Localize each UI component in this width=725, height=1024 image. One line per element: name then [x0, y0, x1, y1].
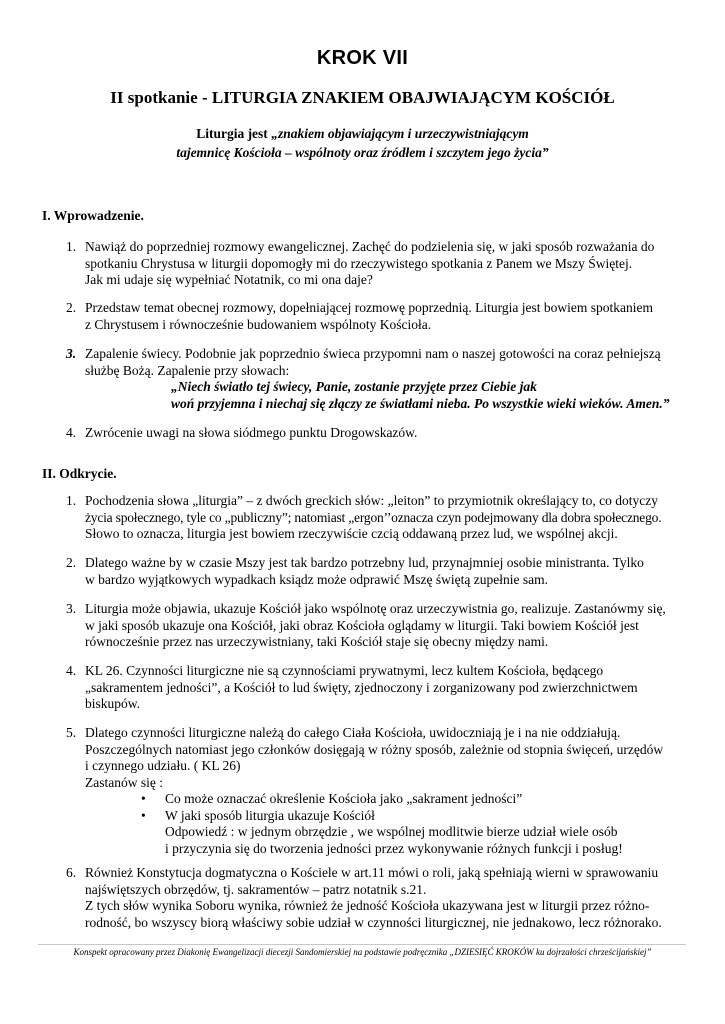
page-footer: Konspekt opracowany przez Diakonię Ewangelizacji diecezji Sandomierskiej na podstawie podręcznika „DZIESIĘĆ KROKÓW ku dojrzałości chrześcijańskiej”: [73, 947, 652, 957]
section-1-item-4: [66, 425, 686, 442]
item-line: KL 26. Czynności liturgiczne nie są czynnościami prywatnymi, lecz kultem Kościoła, będącego: [85, 663, 604, 678]
item-line: Zapalenie świecy. Podobnie jak poprzednio świeca przypomni nam o naszej gotowości na coraz pełniejszą: [85, 346, 661, 361]
section-1-item-2: [66, 300, 686, 333]
reflection-bullets: [85, 791, 686, 824]
intro-prefix: Liturgia jest: [196, 126, 272, 141]
prayer-line: woń przyjemna i niechaj się złączy ze światłami nieba. Po wszystkie wieki wieków. Amen.”: [171, 395, 670, 411]
section-1-item-1: [66, 239, 686, 289]
item-line: biskupów.: [85, 696, 141, 711]
intro-line-2: tajemnicę Kościoła – wspólnoty oraz źródłem i szczytem jego życia”: [176, 145, 549, 160]
section-2-item-6: [66, 865, 686, 931]
item-number: 5.: [66, 725, 77, 740]
section-2-item-1: [66, 493, 686, 543]
item-number: 2.: [66, 300, 77, 315]
bullet-icon: •: [141, 807, 146, 823]
item-line: spotkaniu Chrystusa w liturgii dopomogły mi do rzeczywistego spotkania z Panem we Mszy Świętej.: [85, 255, 633, 271]
item-line: w jaki sposób ukazuje ona Kościół, jaki obraz Kościoła oglądamy w liturgii. Taki bowiem Kościół jest: [85, 617, 639, 633]
section-2-item-4: [66, 663, 686, 713]
section-1-heading: I. Wprowadzenie.: [42, 208, 144, 223]
section-2-heading: II. Odkrycie.: [42, 466, 117, 481]
prayer-line: „Niech światło tej świecy, Panie, zostanie przyjęte przez Ciebie jak: [171, 379, 537, 394]
item-line: Również Konstytucja dogmatyczna o Kościele w art.11 mówi o roli, jaką spełniają wierni w sprawowaniu: [85, 865, 659, 880]
item-line: Zwrócenie uwagi na słowa siódmego punktu Drogowskazów.: [85, 425, 418, 440]
item-line: Przedstaw temat obecnej rozmowy, dopełniającej rozmowę poprzednią. Liturgia jest bowiem spotkaniem: [85, 300, 653, 315]
item-number: 1.: [66, 239, 77, 254]
item-line: Liturgia może objawia, ukazuje Kościół jako wspólnotę oraz urzeczywistnia go, realizuje. Zastanówmy się,: [85, 601, 666, 616]
item-line: Dlatego ważne by w czasie Mszy jest tak bardzo potrzebny lud, przynajmniej osobie ministranta. Tylko: [85, 555, 644, 570]
item-line: równocześnie przez nas urzeczywistniany, taki Kościół staje się obecny między nami.: [85, 634, 549, 649]
section-2-item-3: [66, 601, 686, 651]
item-line: Jak mi udaje się wypełniać Notatnik, co mi ona daje?: [85, 272, 373, 287]
item-line: Nawiąż do poprzedniej rozmowy ewangelicznej. Zachęć do podzielenia się, w jaki sposób rozważania do: [85, 239, 655, 254]
item-line: rodność, bo wszyscy biorą właściwy sobie udział w czynności liturgicznej, nie jednakowo, lecz różnorako.: [85, 914, 662, 930]
document-title: KROK VII: [316, 47, 409, 69]
item-number: 4.: [66, 663, 77, 678]
item-number: 6.: [66, 865, 77, 880]
item-line: Poszczególnych natomiast jego członków dosięgają w różny sposób, zależnie od stopnia święceń, urzędów: [85, 741, 664, 757]
item-line: i czynnego udziału. ( KL 26): [85, 758, 241, 773]
item-line: „sakramentem jedności”, a Kościół to lud święty, zjednoczony i zorganizowany pod zwierzchnictwem: [85, 679, 638, 695]
item-number: 3.: [66, 601, 77, 616]
bullet-item: [141, 808, 686, 825]
intro-quote: [0, 124, 725, 162]
footer-divider: [38, 944, 686, 945]
item-line: w bardzo wyjątkowych wypadkach ksiądz może odprawić Mszę świętą zupełnie sam.: [85, 571, 548, 587]
intro-line-1: „znakiem objawiającym i urzeczywistniającym: [271, 126, 529, 141]
item-number: 3.: [66, 346, 77, 361]
bullet-text: W jaki sposób liturgia ukazuje Kościół: [165, 807, 375, 823]
item-line: Zastanów się :: [85, 774, 163, 790]
answer-line: i przyczynia się do tworzenia jedności przez wykonywanie różnych funkcji i posług!: [165, 840, 623, 856]
section-2-item-2: [66, 555, 686, 588]
item-line: z Chrystusem i równocześnie budowaniem wspólnoty Kościoła.: [85, 316, 432, 332]
item-line: życia społecznego, tyle co „publiczny”; natomiast „ergon’’oznacza czyn podejmowany dla dobra społecznego.: [85, 509, 662, 525]
item-number: 2.: [66, 555, 77, 570]
item-line: Z tych słów wynika Soboru wynika, również że jedność Kościoła ukazywana jest w liturgii przez różno-: [85, 898, 650, 913]
section-2-item-5: [66, 725, 686, 857]
item-line: służbę Bożą. Zapalenie przy słowach:: [85, 362, 290, 378]
item-number: 1.: [66, 493, 77, 508]
item-line: Słowo to oznacza, liturgia jest bowiem rzeczywiście czcią oddawaną przez lud, we wspólnej akcji.: [85, 526, 618, 541]
document-subtitle: II spotkanie - LITURGIA ZNAKIEM OBAJWIAJĄCYM KOŚCIÓŁ: [110, 88, 615, 107]
bullet-item: [141, 791, 686, 808]
section-1-item-3: [66, 346, 686, 412]
item-line: Dlatego czynności liturgiczne należą do całego Ciała Kościoła, uwidoczniają je i na nie oddziałują.: [85, 725, 621, 740]
item-line: Pochodzenia słowa „liturgia” – z dwóch greckich słów: „leiton” to przymiotnik określający to, co dotyczy: [85, 493, 658, 508]
bullet-icon: •: [141, 791, 146, 806]
answer-line: Odpowiedź : w jednym obrzędzie , we wspólnej modlitwie bierze udział wiele osób: [165, 824, 618, 839]
bullet-text: Co może oznaczać określenie Kościoła jako „sakrament jedności”: [165, 791, 523, 806]
item-number: 4.: [66, 425, 77, 440]
item-line: najświętszych obrzędów, tj. sakramentów – patrz notatnik s.21.: [85, 881, 427, 897]
